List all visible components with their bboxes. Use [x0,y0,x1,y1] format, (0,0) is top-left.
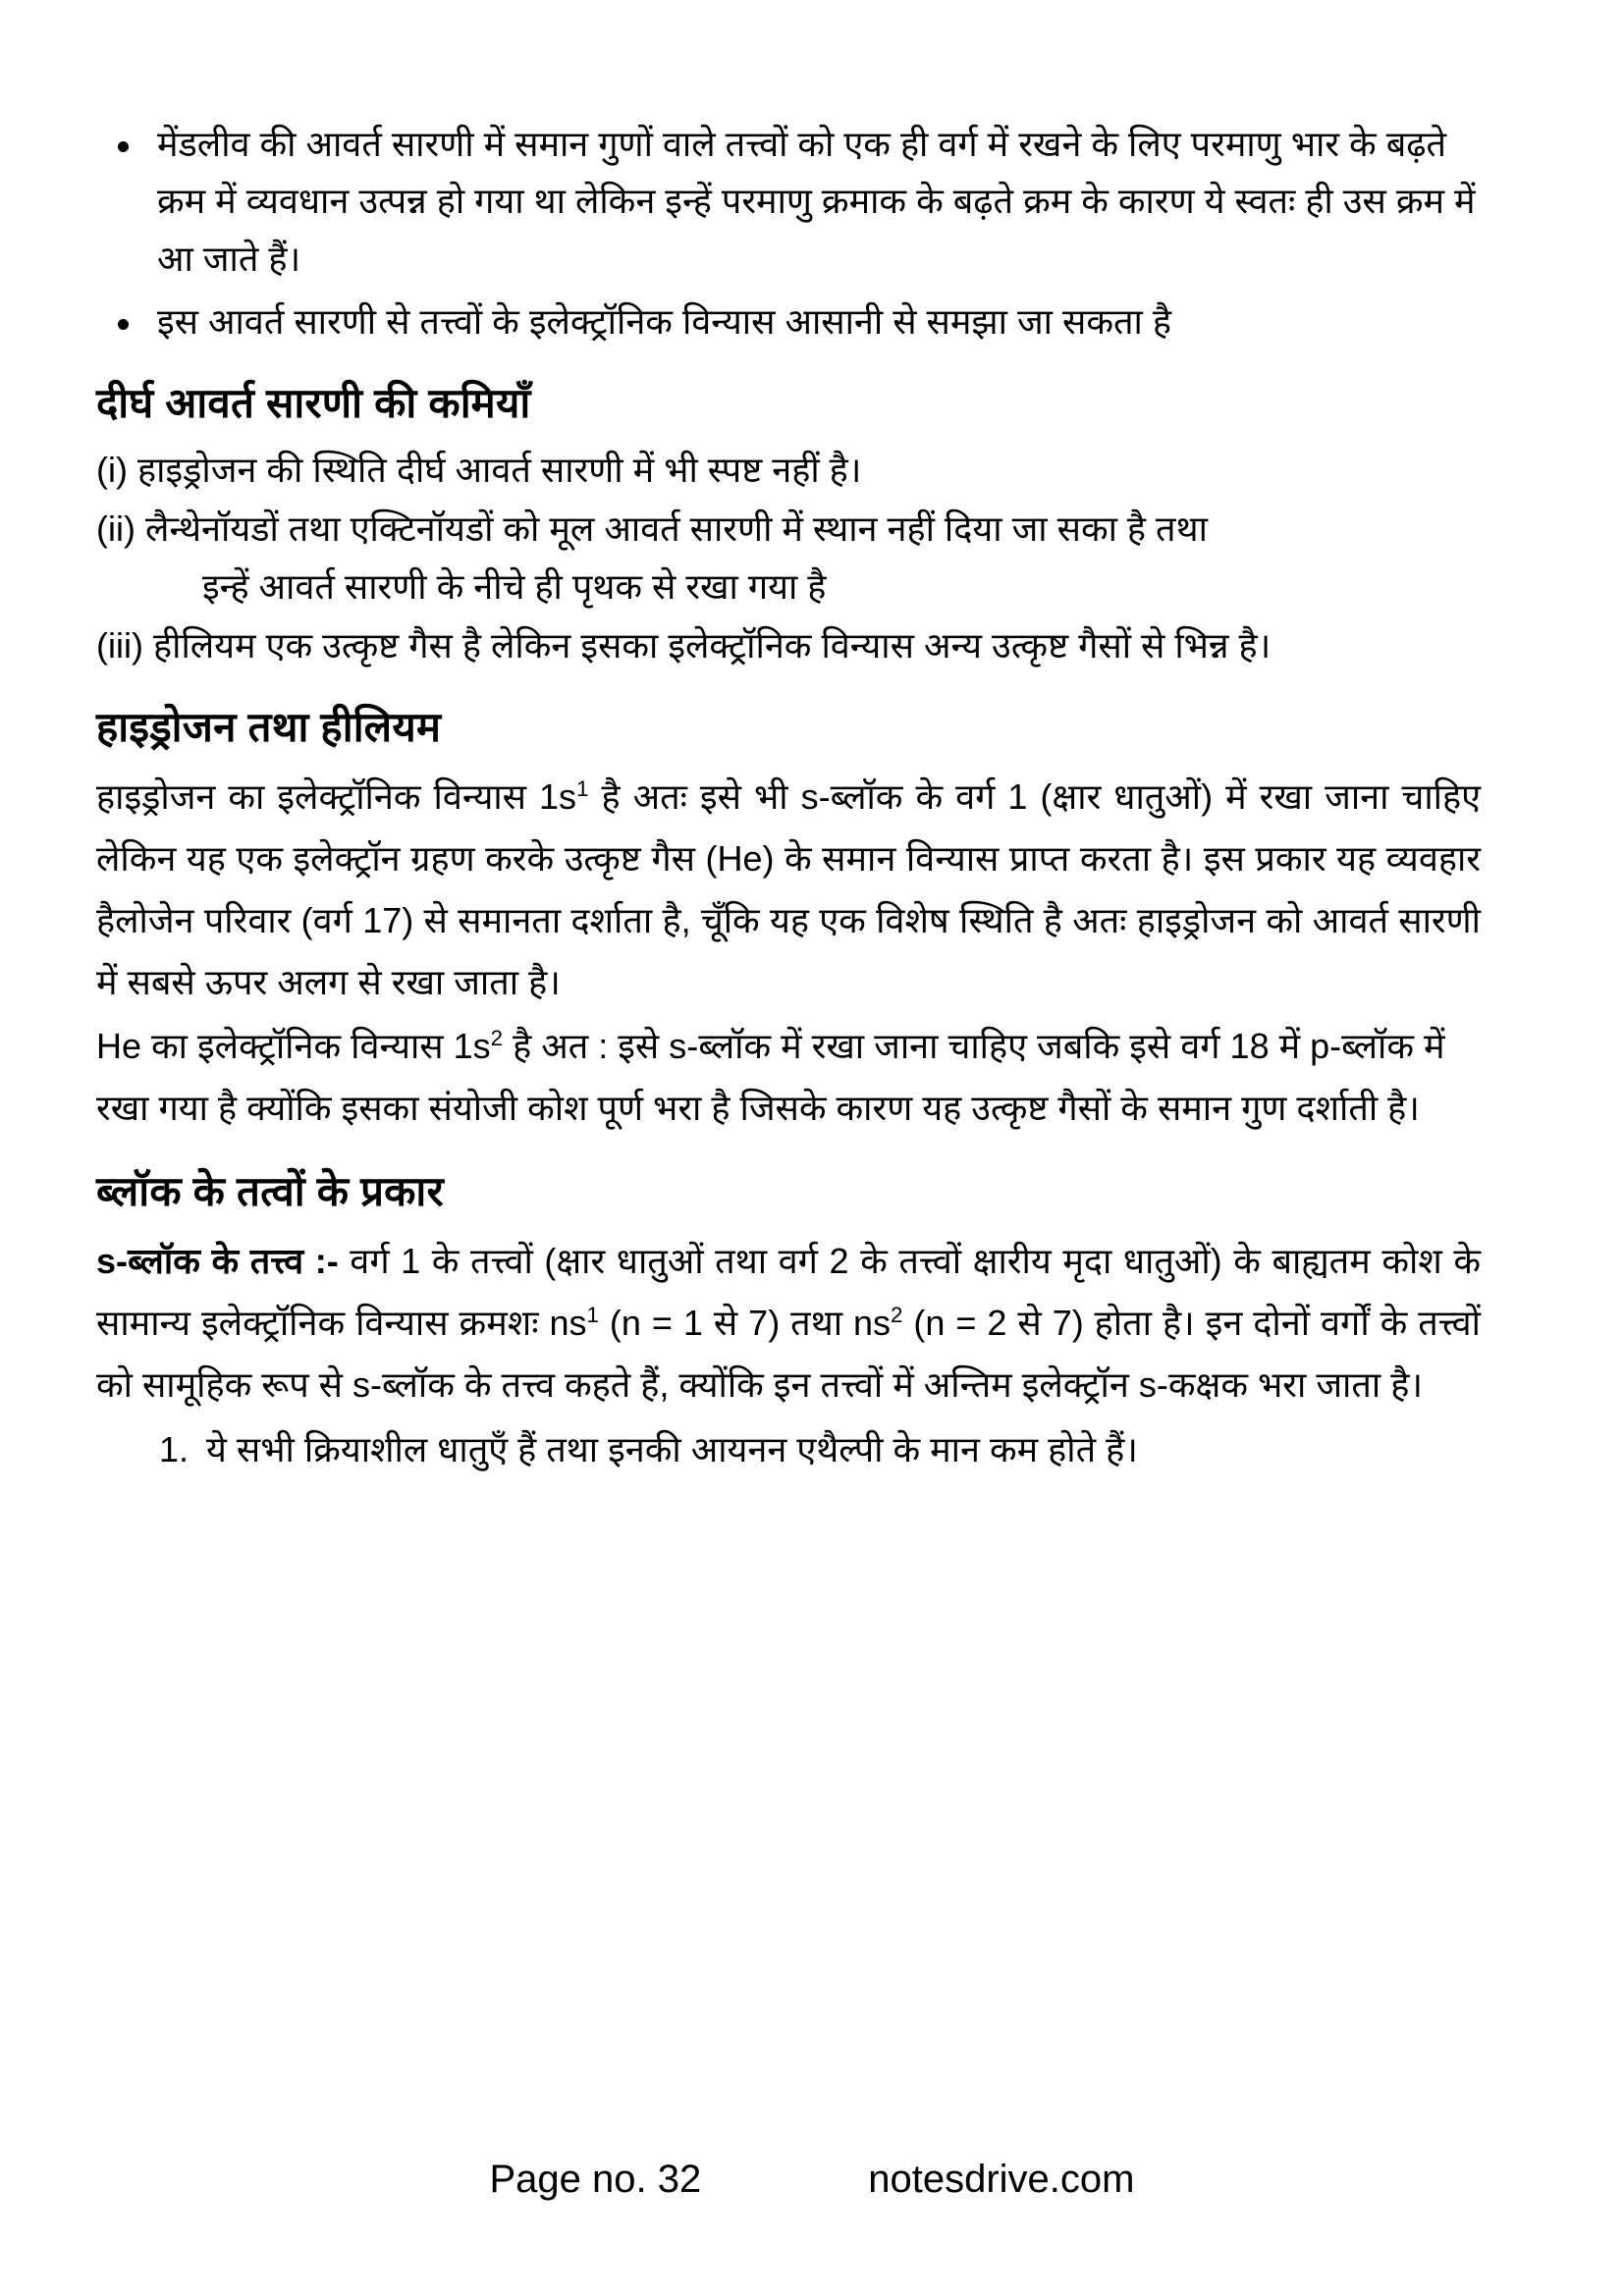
roman-text: हाइड्रोजन की स्थिति दीर्घ आवर्त सारणी में भी स्पष्ट नहीं है। [137,449,862,490]
s-block-superscript-1: 1 [586,1302,599,1327]
s-block-part1: वर्ग 1 के तत्त्वों (क्षार धातुओं तथा वर्ग 2 के तत्त्वों क्षारीय मृदा धातुओं) के बाह्यतम कोश के सामान्य इलेक्ट्रॉनिक विन्यास क्रमशः ns [96,1240,1482,1343]
helium-superscript: 2 [490,1025,504,1050]
section-heading-limitations: दीर्घ आवर्त सारणी की कमियाँ [96,380,531,427]
paragraph-hydrogen [96,766,1481,1013]
page-number: Page no. 32 [489,2158,702,2201]
section-heading-block-types: ब्लॉक के तत्वों के प्रकार [96,1167,444,1214]
s-block-part2: (n = 1 से 7) तथा ns [598,1302,892,1343]
hydrogen-text-part2: है अतः इसे भी s-ब्लॉक के वर्ग 1 (क्षार धातुओं) में रखा जाना चाहिए लेकिन यह एक इलेक्ट्रॉन ग्रहण करके उत्कृष्ट गैस (He) के समान विन्यास प्राप्त करता है। इस प्रकार यह व्यवहार हैलोजेन परिवार (वर्ग 17) से समानता दर्शाता है, चूँकि यह एक विशेष स्थिति है अतः हाइड्रोजन को आवर्त सारणी में सबसे ऊपर अलग से रखा जाता है। [96,775,1481,1002]
paragraph-helium [96,1015,1481,1139]
page-content [96,116,1481,1479]
roman-marker: (iii) [96,624,143,666]
intro-bullet-list [96,116,1481,350]
s-block-label: s-ब्लॉक के तत्त्व :- [96,1240,339,1281]
list-item: 1. ये सभी क्रियाशील धातुएँ हैं तथा इनकी आयनन एथैल्पी के मान कम होते हैं। [198,1419,1481,1479]
section-heading-hydrogen-helium: हाइड्रोजन तथा हीलियम [96,704,442,751]
roman-point-1 [96,442,1481,499]
roman-text: हीलियम एक उत्कृष्ट गैस है लेकिन इसका इलेक्ट्रॉनिक विन्यास अन्य उत्कृष्ट गैसों से भिन्न है। [153,624,1272,666]
page-footer [0,2158,1624,2202]
list-item: मेंडलीव की आवर्त सारणी में समान गुणों वाले तत्त्वों को एक ही वर्ग में रखने के लिए परमाणु भार के बढ़ते क्रम में व्यवधान उत्पन्न हो गया था लेकिन इन्हें परमाणु क्रमाक के बढ़ते क्रम के कारण ये स्वतः ही उस क्रम में आ जाते हैं। [96,116,1481,288]
s-block-part3: (n = 2 से 7) होता है। इन दोनों वर्गों के तत्त्वों को सामूहिक रूप से s-ब्लॉक के तत्त्व कहते हैं, क्योंकि इन तत्त्वों में अन्तिम इलेक्ट्रॉन s-कक्षक भरा जाता है। [96,1302,1481,1405]
roman-marker: (ii) [96,508,135,550]
roman-marker: (i) [96,449,128,490]
paragraph-s-block [96,1230,1481,1415]
list-item: इस आवर्त सारणी से तत्त्वों के इलेक्ट्रॉनिक विन्यास आसानी से समझा जा सकता है [96,294,1481,350]
hydrogen-text-part1: हाइड्रोजन का इलेक्ट्रॉनिक विन्यास 1s [96,775,577,817]
s-block-properties-list [96,1419,1481,1479]
helium-text-part2: है अत : इसे s-ब्लॉक में रखा जाना चाहिए जबकि इसे वर्ग 18 में p-ब्लॉक में रखा गया है क्योंकि इसका संयोजी कोश पूर्ण भरा है जिसके कारण यह उत्कृष्ट गैसों के समान गुण दर्शाती है। [96,1025,1445,1128]
helium-text-part1: He का इलेक्ट्रॉनिक विन्यास 1s [96,1025,491,1066]
site-watermark: notesdrive.com [868,2158,1135,2201]
roman-text: लैन्थेनॉयडों तथा एक्टिनॉयडों को मूल आवर्त सारणी में स्थान नहीं दिया जा सका है तथा [145,508,1208,550]
roman-continuation: इन्हें आवर्त सारणी के नीचे ही पृथक से रखा गया है [202,565,827,607]
roman-point-2 [96,501,1481,615]
roman-point-3 [96,617,1481,674]
s-block-superscript-2: 2 [891,1302,903,1327]
hydrogen-superscript: 1 [576,775,589,801]
